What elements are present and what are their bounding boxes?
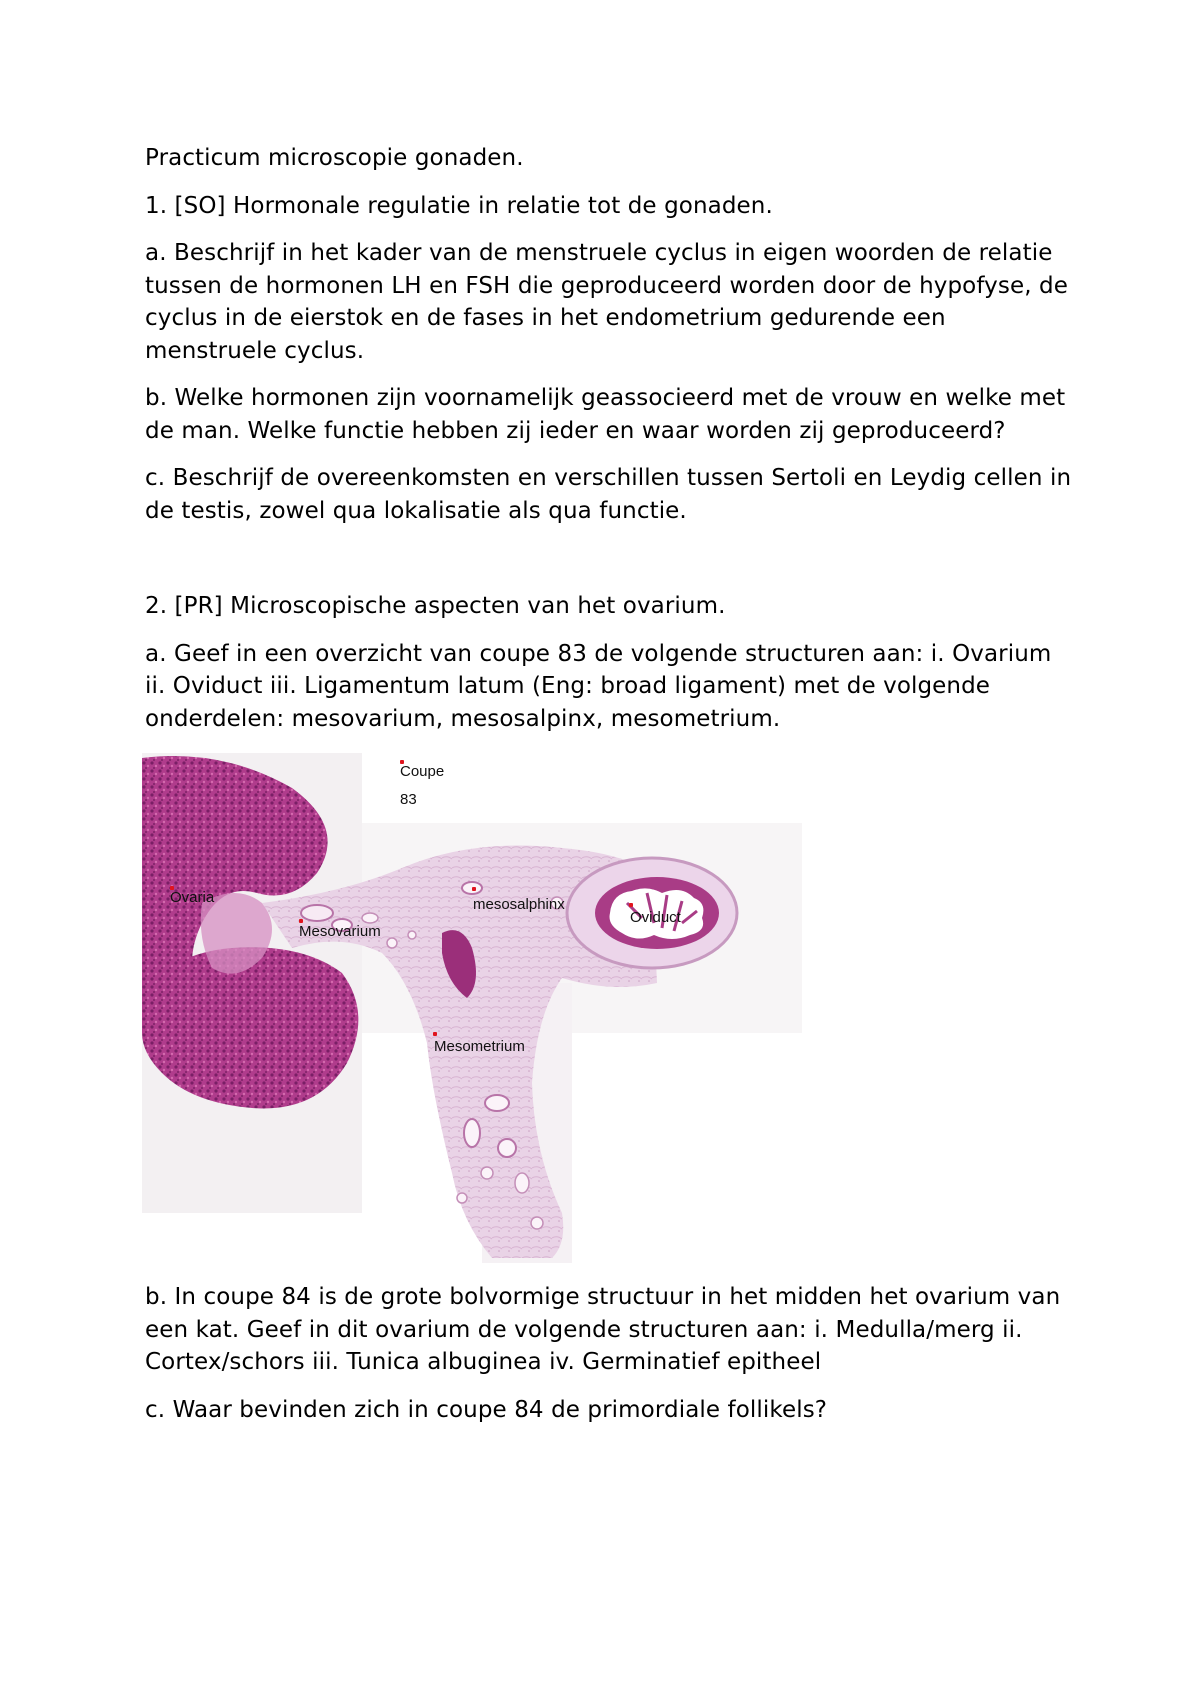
question-1b: b. Welke hormonen zijn voornamelijk geassocieerd met de vrouw en welke met de man. Welke functie hebben zij ieder en waar worden zij geproduceerd? [145, 385, 1066, 444]
marker-dot [472, 887, 476, 891]
question-2b: b. In coupe 84 is de grote bolvormige structuur in het midden het ovarium van een kat. Geef in dit ovarium de volgende structuren aan: i. Medulla/merg ii. Cortex/schors iii. Tunica albuginea iv. Germinatief epitheel [145, 1284, 1061, 1375]
label-mesovarium: Mesovarium [299, 923, 381, 940]
marker-dot [629, 903, 633, 907]
label-oviduct: Oviduct [630, 909, 681, 926]
question-2-heading: 2. [PR] Microscopische aspecten van het ovarium. [145, 593, 726, 619]
question-2a: a. Geef in een overzicht van coupe 83 de volgende structuren aan: i. Ovarium ii. Oviduct iii. Ligamentum latum (Eng: broad ligament) met de volgende onderdelen: mesovarium, mesosalpinx, mesometrium. [145, 640, 1052, 732]
question-1a: a. Beschrijf in het kader van de menstruele cyclus in eigen woorden de relatie tussen de hormonen LH en FSH die geproduceerd worden door de hypofyse, de cyclus in de eierstok en de fases in het endometrium gedurende een menstruele cyclus. [145, 240, 1068, 364]
question-2c: c. Waar bevinden zich in coupe 84 de primordiale follikels? [145, 1396, 828, 1423]
document-title: Practicum microscopie gonaden. [145, 145, 524, 171]
document-page [145, 142, 1075, 1441]
question-1c: c. Beschrijf de overeenkomsten en verschillen tussen Sertoli en Leydig cellen in de testis, zowel qua lokalisatie als qua functie. [145, 465, 1072, 524]
question-1-heading: 1. [SO] Hormonale regulatie in relatie tot de gonaden. [145, 192, 773, 219]
label-mesometrium: Mesometrium [434, 1038, 525, 1055]
label-ovaria: Ovaria [170, 889, 215, 906]
label-coupe: Coupe [400, 763, 445, 780]
marker-dot [433, 1032, 437, 1036]
label-coupe-number: 83 [400, 791, 417, 808]
tissue-section-image [142, 753, 802, 1263]
blank-line [145, 542, 1075, 590]
label-mesosalphinx: mesosalphinx [473, 896, 565, 913]
histology-figure-coupe-83 [142, 753, 802, 1263]
